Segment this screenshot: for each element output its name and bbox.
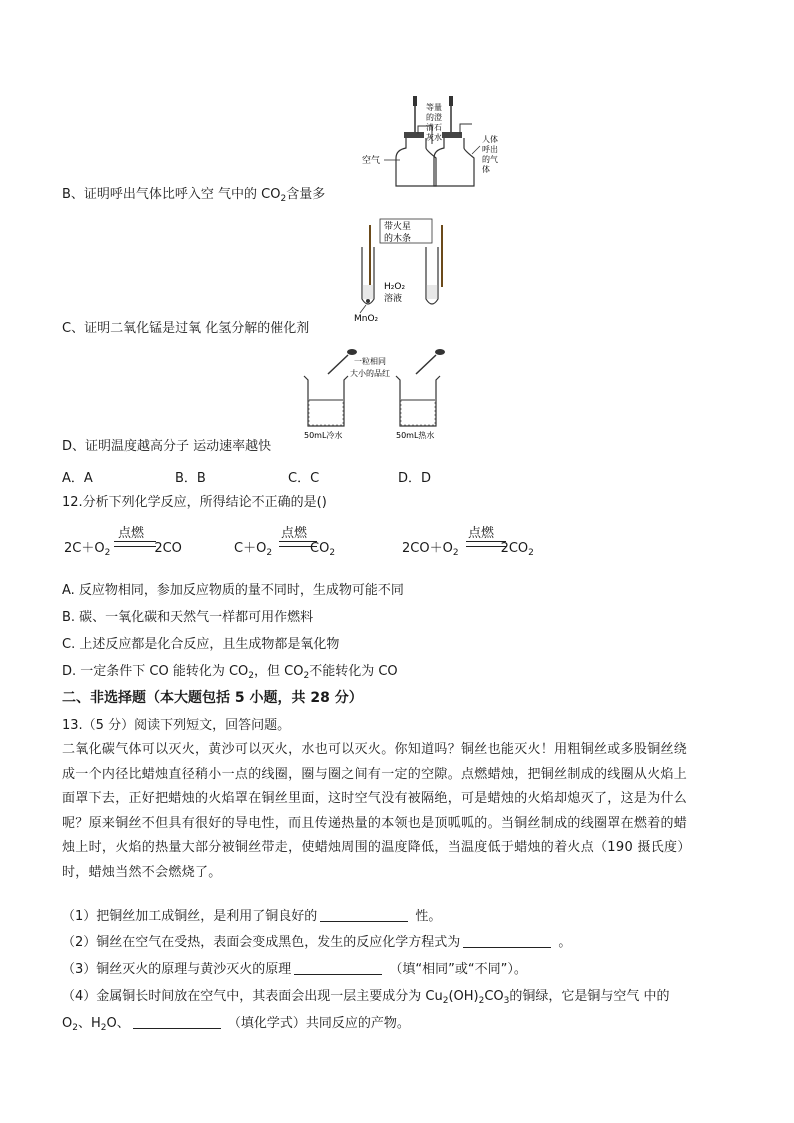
option-d: D、证明温度越高分子 运动速率越快 xyxy=(62,439,272,454)
eq2-condition: 点燃 xyxy=(281,526,308,541)
figure-c-test-tubes xyxy=(350,217,450,323)
option-b: B、证明呼出气体比呼入空 气中的 $CO_2$含量多 xyxy=(62,187,326,204)
paragraph-line-5: 烛上时，火焰的热量大部分被铜丝带走，使蜡烛周围的温度降低，当温度低于蜡烛的着火点（190 摄氏度） xyxy=(62,840,691,855)
q13-sub3: （3）铜丝灭火的原理与黄沙灭火的原理 （填“相同”或“不同”）。 xyxy=(62,962,527,977)
answer-blank-4[interactable] xyxy=(133,1016,221,1029)
fig-b-right-label-2: 呼出 xyxy=(482,145,498,154)
fig-c-top-label-2: 的木条 xyxy=(384,234,412,244)
paragraph-line-3: 面罩下去，正好把蜡烛的火焰罩在铜丝里面，这时空气没有被隔绝，可是蜡烛的火焰却熄灭了，这是为什么 xyxy=(62,791,688,806)
option-c: C、证明二氧化锰是过氧 化氢分解的催化剂 xyxy=(62,321,310,336)
eq3-condition: 点燃 xyxy=(468,526,495,541)
fig-b-top-label-2: 的澄 xyxy=(426,113,442,122)
paragraph-line-4: 呢？原来铜丝不但具有很好的导电性，而且传递热量的本领也是顶呱呱的。当铜丝制成的线圈罩在燃着的蜡 xyxy=(62,815,688,831)
fig-c-mid-label-1: H₂O₂ xyxy=(384,282,406,292)
equation-3: $2CO+O_2$ $2CO_2$ xyxy=(402,541,534,558)
q12-option-d: D. 一定条件下 CO 能转化为 $CO_2$，但 $CO_2$不能转化为 CO xyxy=(62,664,398,681)
q12-stem: 12.分析下列化学反应，所得结论不正确的是() xyxy=(62,495,327,510)
fig-c-bottom-label: MnO₂ xyxy=(354,314,379,323)
fig-b-right-label-4: 体 xyxy=(482,165,490,174)
paragraph-line-2: 成一个内径比蜡烛直径稍小一点的线圈，圈与圈之间有一定的空隙。点燃蜡烛，把铜丝制成的线圈从火焰上 xyxy=(62,766,688,782)
answer-blank-1[interactable] xyxy=(320,909,408,922)
fig-b-left-label: 空气 xyxy=(362,156,381,166)
q13-paragraph xyxy=(62,738,734,885)
figure-d-beakers xyxy=(300,346,460,440)
choice-c: C．C xyxy=(288,471,320,486)
q13-sub4-cont: $O_2$、$H_2O$、 （填化学式）共同反应的产物。 xyxy=(62,1016,410,1033)
q13-sub4: （4）金属铜长时间放在空气中，其表面会出现一层主要成分为 $Cu_2(OH)_2CO_3$的铜绿，它是铜与空气 中的 xyxy=(62,989,670,1006)
q12-option-b: B. 碳、一氧化碳和天然气一样都可用作燃料 xyxy=(62,610,314,625)
fig-d-label-1: 一粒相同 xyxy=(354,357,386,366)
q13-sub2: （2）铜丝在空气在受热，表面会变成黑色，发生的反应化学方程式为 。 xyxy=(62,935,572,950)
equation-2: $C+O_2$ $CO_2$ xyxy=(234,541,336,558)
choice-d: D．D xyxy=(398,471,432,486)
fig-d-label-2: 大小的品红 xyxy=(350,369,390,378)
answer-blank-2[interactable] xyxy=(463,935,551,948)
q12-option-c: C. 上述反应都是化合反应，且生成物都是氧化物 xyxy=(62,637,340,652)
fig-b-top-label-1: 等量 xyxy=(426,103,442,112)
fig-d-right-caption: 50mL热水 xyxy=(396,431,435,440)
q13-stem: 13.（5 分）阅读下列短文，回答问题。 xyxy=(62,718,291,733)
paragraph-line-6: 时，蜡烛当然不会燃烧了。 xyxy=(62,864,222,880)
fig-b-top-label-3: 清石 xyxy=(426,123,442,132)
choice-b: B．B xyxy=(175,471,206,486)
eq1-condition: 点燃 xyxy=(118,526,145,541)
fig-b-right-label-3: 的气 xyxy=(482,155,498,164)
figure-b-gas-bottles xyxy=(360,94,510,190)
choice-a: A．A xyxy=(62,471,93,486)
paragraph-line-1: 二氧化碳气体可以灭火，黄沙可以灭火，水也可以灭火。你知道吗？铜丝也能灭火！用粗铜丝或多股铜丝绕 xyxy=(62,742,688,757)
fig-c-mid-label-2: 溶液 xyxy=(384,294,403,304)
fig-b-top-label-4: 灰水 xyxy=(426,133,442,142)
fig-d-left-caption: 50mL冷水 xyxy=(304,431,343,440)
q12-option-a: A. 反应物相同，参加反应物质的量不同时，生成物可能不同 xyxy=(62,583,404,598)
fig-b-right-label-1: 人体 xyxy=(482,135,498,144)
fig-c-top-label-1: 带火星 xyxy=(384,222,412,232)
equation-1: $2C+O_2$ 2CO xyxy=(64,541,182,558)
section-2-heading: 二、非选择题（本大题包括 5 小题，共 28 分） xyxy=(62,690,363,706)
q13-sub1: （1）把铜丝加工成铜丝，是利用了铜良好的 性。 xyxy=(62,909,442,924)
answer-blank-3[interactable] xyxy=(294,962,382,975)
